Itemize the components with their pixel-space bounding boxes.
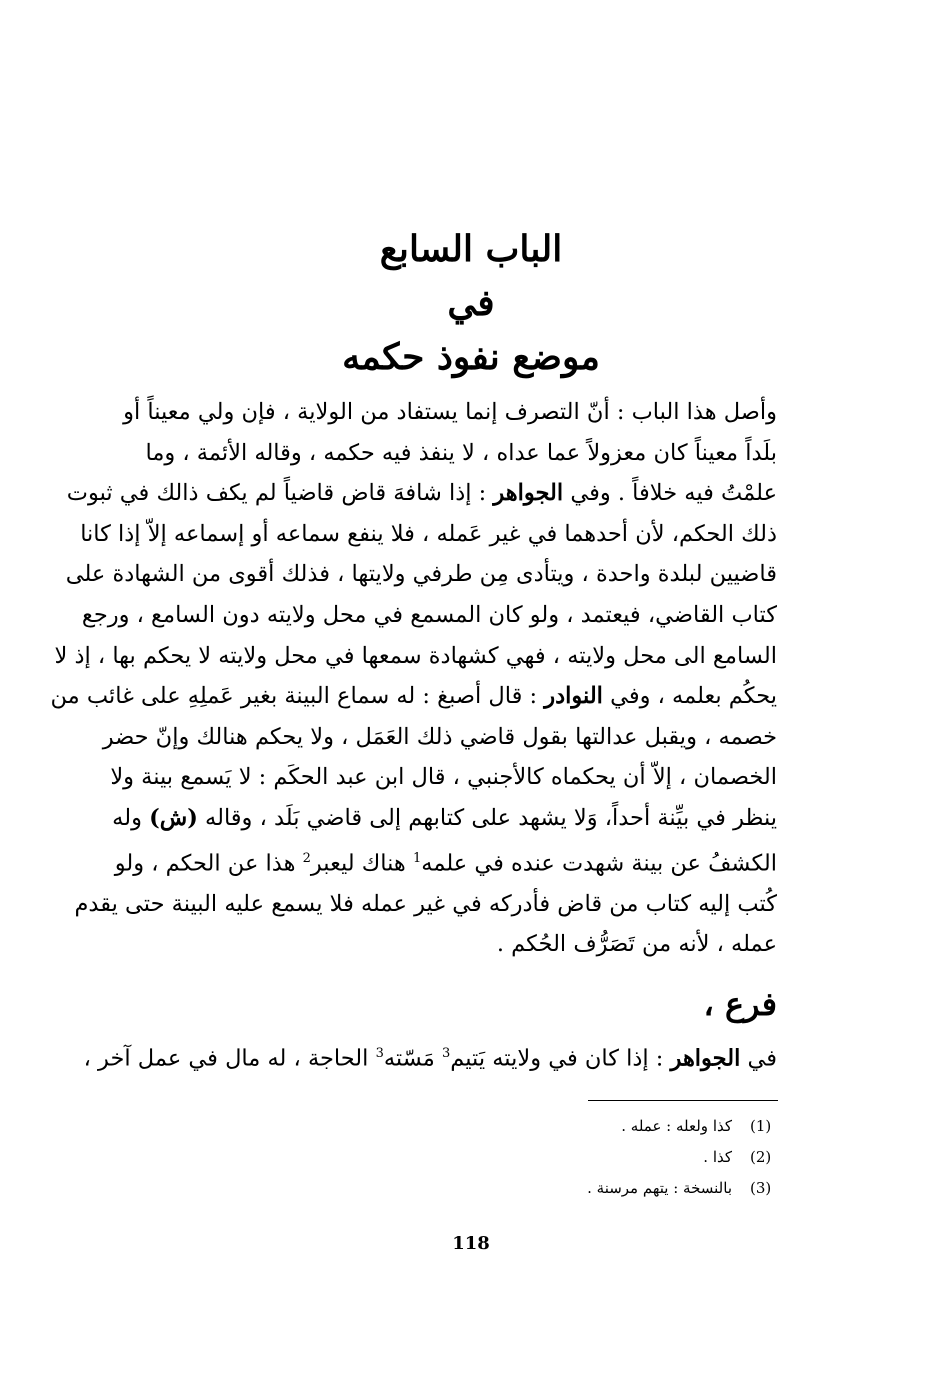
body-paragraph: [50, 392, 777, 965]
footnote-text: كذا ولعله : عمله .: [621, 1116, 732, 1135]
keyword-jawahir: الجواهر: [493, 480, 564, 507]
keyword-nawadir: النوادر: [544, 683, 603, 710]
text-run: ينظر في بيِّنة أحداً، وَلا يشهد على كتابهم إلى قاضي بَلَد ، وقاله: [205, 804, 777, 831]
text-run: : إذا كان في ولايته يَتيم: [450, 1045, 664, 1072]
body-line: الخصمان ، إلاّ أن يحكماه كالأجنبي ، قال ابن عبد الحكَم : لا يَسمع بينة ولا: [110, 764, 777, 791]
body-line: وأصل هذا الباب : أنّ التصرف إنما يستفاد من الولاية ، فإن ولي معيناً أو: [123, 399, 777, 425]
chapter-title: [0, 222, 942, 384]
text-run: الحاجة ، له مال في عمل آخر ،: [83, 1045, 369, 1072]
body-line: قاضيين لبلدة واحدة ، ويتأدى مِن طرفي ولايتها ، فذلك أقوى من الشهادة على: [65, 561, 777, 588]
body-line: كتاب القاضي، فيعتمد ، ولو كان المسمع في محل ولايته دون السامع ، ورجع: [81, 601, 777, 628]
text-run: هناك ليعبر: [310, 850, 406, 877]
footnote-divider: [588, 1100, 778, 1101]
footnote-ref: 2: [302, 850, 311, 866]
body-line: كُتب إليه كتاب من قاض فأدركه في غير عمله فلا يسمع عليه البينة حتى يقدم: [74, 890, 777, 917]
page-number: 118: [452, 1233, 490, 1254]
footnote-number: (1): [750, 1116, 772, 1135]
footnote-text: كذا .: [703, 1147, 732, 1166]
chapter-title-line-2: في: [447, 282, 495, 324]
footnote-ref: 3: [442, 1046, 451, 1061]
keyword-shafii: (ش): [149, 804, 198, 831]
text-run: : قال أصبغ : له سماع البينة بغير عَملِهِ على غائب من: [50, 683, 538, 710]
keyword-jawahir: الجواهر: [670, 1045, 741, 1072]
footnote-ref: 1: [412, 850, 422, 866]
body-line: [50, 676, 777, 717]
body-line: بلَداً معيناً كان معزولاً عما عداه ، لا ينفذ فيه حكمه ، وقاله الأئمة ، وما: [145, 439, 777, 466]
text-run: هذا عن الحكم ، ولو: [114, 850, 296, 877]
text-run: يحكُم بعلمه ، وفي: [610, 683, 777, 710]
body-line: [66, 473, 777, 514]
body-line: [105, 798, 777, 839]
text-run: وله: [112, 804, 142, 831]
footnotes: [440, 1110, 780, 1203]
body-line: ذلك الحكم، لأن أحدهما في غير عَمله ، فلا ينفع سماعه أو إسماعه إلاّ إذا كانا: [80, 520, 777, 547]
footnote-item: [440, 1141, 780, 1172]
text-run: الكشفُ عن بينة شهدت عنده في علمه: [421, 850, 777, 877]
section-first-line: [83, 1034, 777, 1079]
section-heading: فرع ،: [703, 985, 777, 1023]
footnote-item: [440, 1172, 780, 1203]
text-run: : إذا شافهَ قاض قاضياً لم يكف ذالك في ثبوت: [66, 480, 487, 507]
chapter-title-line-3: موضع نفوذ حكمه: [342, 336, 600, 378]
body-line: عمله ، لأنه من تَصَرُّف الحُكم .: [496, 931, 777, 958]
body-line: [105, 839, 777, 884]
body-line: خصمه ، ويقبل عدالتها بقول قاضي ذلك العَمَل ، ولا يحكم هنالك وإنّ حضر: [102, 723, 777, 750]
footnote-text: بالنسخة : يتهم مرسنة .: [587, 1178, 732, 1197]
footnote-ref: 3: [375, 1046, 384, 1061]
footnote-number: (3): [750, 1178, 772, 1197]
text-run: مَسّته: [383, 1045, 435, 1072]
footnote-item: [440, 1110, 780, 1141]
body-line: السامع الى محل ولايته ، فهي كشهادة سمعها في محل ولايته لا يحكم بها ، إذ لا: [54, 642, 777, 669]
chapter-title-line-1: الباب السابع: [379, 228, 563, 270]
text-run: في: [747, 1045, 777, 1072]
footnote-number: (2): [750, 1147, 772, 1166]
text-run: علمْتُ فيه خلافاً . وفي: [570, 480, 777, 507]
